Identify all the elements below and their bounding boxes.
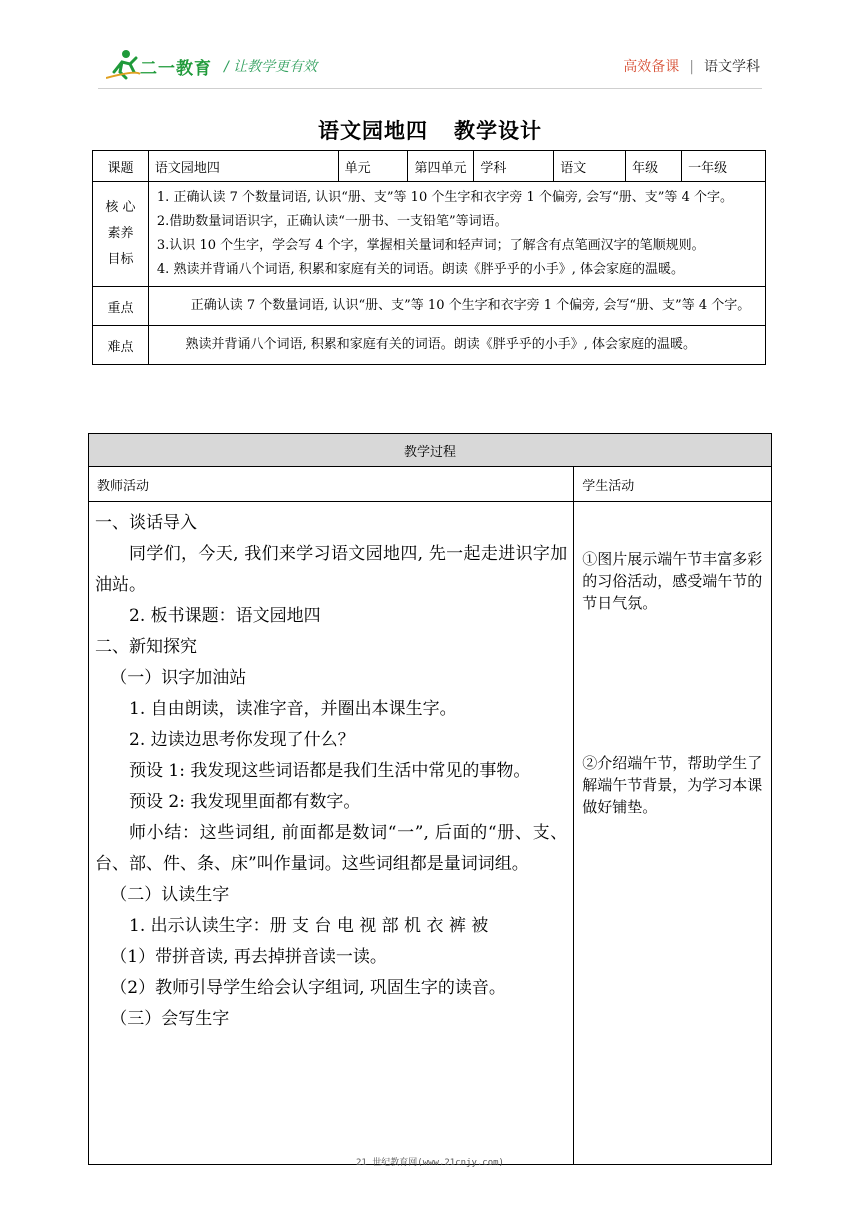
goal-item: 3.认识 10 个生字，学会写 4 个字，掌握相关量词和轻声词；了解含有点笔画汉字的笔顺规则。 — [156, 238, 705, 253]
teacher-line: 2. 板书课题：语文园地四 — [129, 606, 321, 626]
course-label: 课题 — [93, 151, 149, 182]
teacher-line: 1. 自由朗读，读准字音，并圈出本课生字。 — [129, 699, 457, 719]
difficulty-text: 熟读并背诵八个词语, 积累和家庭有关的词语。朗读《胖乎乎的小手》, 体会家庭的温暖。 — [148, 326, 765, 365]
header-separator: | — [689, 59, 694, 75]
goal-item: 2.借助数量词语识字，正确认读“一册书、一支铅笔”等词语。 — [156, 214, 508, 229]
title-design: 教学设计 — [454, 119, 542, 143]
goals-row — [93, 182, 766, 287]
info-row — [93, 151, 766, 182]
teacher-line: （1）带拼音读, 再去掉拼音读一读。 — [110, 947, 387, 967]
student-note: ②介绍端午节，帮助学生了解端午节背景，为学习本课做好铺垫。 — [582, 754, 763, 816]
goal-item: 4. 熟读并背诵八个词语, 积累和家庭有关的词语。朗读《胖乎乎的小手》, 体会家庭的温暖。 — [156, 262, 684, 277]
page-header — [0, 0, 860, 90]
grade-label: 年级 — [626, 151, 682, 182]
key-point-row — [93, 287, 766, 326]
teacher-line: 一、谈话导入 — [95, 513, 197, 533]
teacher-line: 预设 1: 我发现这些词语都是我们生活中常见的事物。 — [129, 761, 531, 781]
teacher-line: 同学们，今天, 我们来学习语文园地四, 先一起走进识字加油站。 — [95, 544, 568, 595]
teacher-line: （2）教师引导学生给会认字组词, 巩固生字的读音。 — [110, 978, 506, 998]
course-value: 语文园地四 — [148, 151, 338, 182]
student-note: ①图片展示端午节丰富多彩的习俗活动，感受端午节的节日气氛。 — [582, 550, 763, 612]
process-section-title: 教学过程 — [89, 434, 772, 467]
teacher-line: 预设 2: 我发现里面都有数字。 — [129, 792, 361, 812]
page-footer: 21 世纪教育网(www.21cnjy.com) — [356, 1158, 504, 1168]
grade-value: 一年级 — [682, 151, 766, 182]
teacher-header: 教师活动 — [89, 467, 574, 502]
header-rule — [98, 88, 762, 89]
header-subject — [623, 56, 760, 76]
teacher-line: （一）识字加油站 — [110, 668, 247, 688]
teacher-line: 师小结：这些词组, 前面都是数词“一”, 后面的“册、支、台、部、件、条、床”叫作量词。这些词组都是量词词组。 — [95, 823, 568, 874]
student-activity — [574, 502, 772, 1165]
lesson-info-table — [92, 150, 766, 365]
unit-value: 第四单元 — [408, 151, 474, 182]
difficulty-label: 难点 — [93, 326, 149, 365]
brand-slogan: / 让教学更有效 — [224, 59, 318, 75]
key-point-text: 正确认读 7 个数量词语, 认识“册、支”等 10 个生字和衣字旁 1 个偏旁, 会写“册、支”等 4 个字。 — [148, 287, 765, 326]
title-lesson: 语文园地四 — [318, 119, 428, 143]
process-table — [88, 433, 772, 1165]
teacher-activity — [89, 502, 574, 1165]
teacher-line: 2. 边读边思考你发现了什么？ — [129, 730, 355, 750]
teacher-line: 二、新知探究 — [95, 637, 197, 657]
page-title — [0, 115, 860, 145]
subject-value: 语文 — [554, 151, 626, 182]
unit-label: 单元 — [338, 151, 408, 182]
key-point-label: 重点 — [93, 287, 149, 326]
teacher-line: （二）认读生字 — [110, 885, 230, 905]
header-tag-subject: 语文学科 — [704, 59, 760, 75]
difficulty-row — [93, 326, 766, 365]
header-tag-prep: 高效备课 — [623, 59, 680, 75]
goals-label: 核 心 素养 目标 — [93, 182, 149, 287]
subject-label: 学科 — [474, 151, 554, 182]
goal-item: 1. 正确认读 7 个数量词语, 认识“册、支”等 10 个生字和衣字旁 1 个偏旁, 会写“册、支”等 4 个字。 — [156, 190, 733, 205]
brand-name: 二一教育 — [140, 59, 212, 79]
teacher-line: 1. 出示认读生字：册 支 台 电 视 部 机 衣 裤 被 — [129, 916, 489, 936]
teacher-line: （三）会写生字 — [110, 1009, 230, 1029]
goals-list — [148, 182, 765, 287]
student-header: 学生活动 — [574, 467, 772, 502]
